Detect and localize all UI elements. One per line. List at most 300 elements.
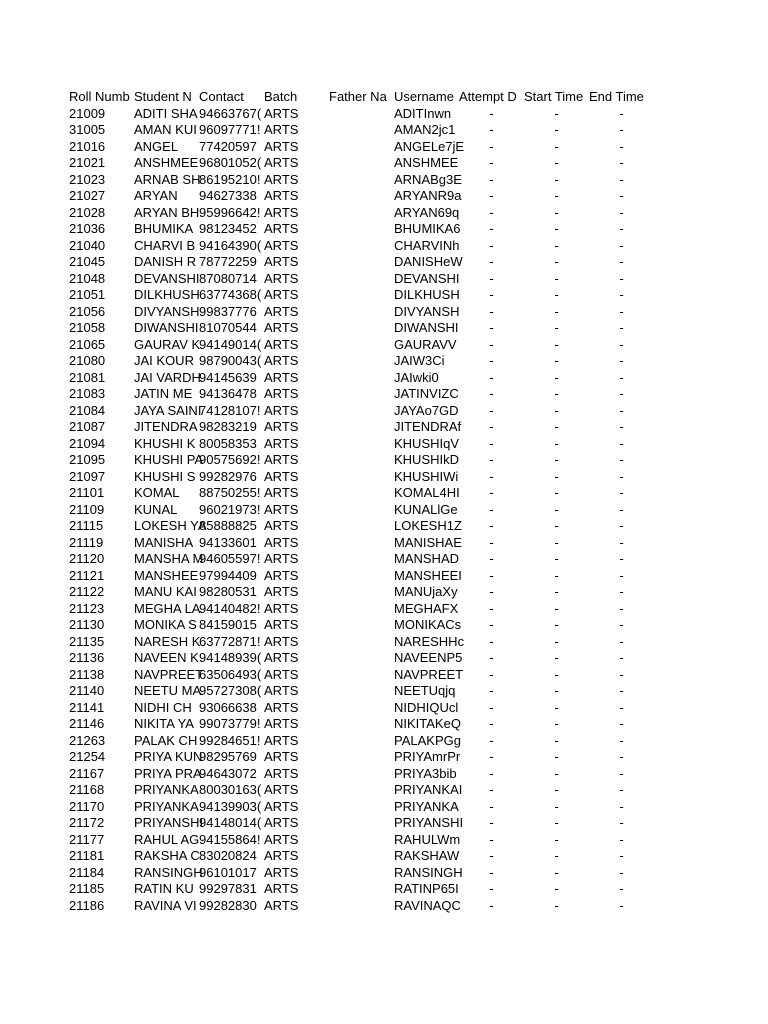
username-cell: DIVYANSH xyxy=(394,303,460,319)
username-cell: NAVEENP5 xyxy=(394,650,463,665)
roll-number-cell: 21263 xyxy=(69,732,106,748)
end-time-cell: - xyxy=(619,369,624,385)
table-row xyxy=(68,221,668,238)
table-row xyxy=(68,370,668,387)
father-name-cell xyxy=(329,518,394,535)
start-time-cell: - xyxy=(554,287,559,302)
header-contact: Contact xyxy=(199,89,244,104)
username-cell: MONIKACs xyxy=(394,617,462,632)
roll-number-cell: 31005 xyxy=(69,122,106,137)
attempt-date-cell: - xyxy=(489,633,494,649)
end-time-cell: - xyxy=(619,501,624,517)
table-row xyxy=(68,436,668,453)
batch-cell: ARTS xyxy=(264,270,299,286)
end-time-cell: - xyxy=(619,683,624,698)
roll-number-cell: 21023 xyxy=(69,171,106,187)
username-cell: PRIYANKAI xyxy=(394,782,463,797)
contact-cell: 95727308( xyxy=(199,683,262,698)
student-name-cell: KUNAL xyxy=(134,501,178,517)
batch-cell: ARTS xyxy=(264,171,299,187)
batch-cell: ARTS xyxy=(264,386,299,401)
batch-cell: ARTS xyxy=(264,303,299,319)
table-row xyxy=(68,271,668,288)
contact-cell: 99837776 xyxy=(199,303,257,319)
batch-cell: ARTS xyxy=(264,798,299,814)
start-time-cell: - xyxy=(554,765,559,781)
student-name-cell: MANSHA M xyxy=(134,551,204,566)
attempt-date-cell: - xyxy=(489,699,494,715)
father-name-cell xyxy=(329,353,394,370)
contact-cell: 99073779! xyxy=(199,716,261,731)
table-row xyxy=(68,452,668,469)
contact-cell: 85888825 xyxy=(199,518,257,533)
roll-number-cell: 21181 xyxy=(69,848,105,863)
roll-number-cell: 21081 xyxy=(69,369,106,385)
father-name-cell xyxy=(329,601,394,618)
father-name-cell xyxy=(329,700,394,717)
batch-cell: ARTS xyxy=(264,254,299,269)
student-name-cell: NIDHI CH xyxy=(134,699,192,715)
father-name-cell xyxy=(329,436,394,453)
contact-cell: 94133601 xyxy=(199,534,257,550)
roll-number-cell: 21172 xyxy=(69,815,105,830)
username-cell: ANGELe7jE xyxy=(394,138,465,154)
start-time-cell: - xyxy=(554,320,559,335)
batch-cell: ARTS xyxy=(264,765,299,781)
contact-cell: 80030163( xyxy=(199,782,262,797)
contact-cell: 78772259 xyxy=(199,254,257,269)
start-time-cell: - xyxy=(554,716,559,731)
contact-cell: 94139903( xyxy=(199,798,262,814)
start-time-cell: - xyxy=(554,419,559,434)
table-row xyxy=(68,601,668,618)
start-time-cell: - xyxy=(554,600,559,616)
roll-number-cell: 21040 xyxy=(69,237,106,253)
username-cell: PRIYANSHI xyxy=(394,815,464,830)
table-row xyxy=(68,848,668,865)
attempt-date-cell: - xyxy=(489,584,494,599)
end-time-cell: - xyxy=(619,897,624,913)
start-time-cell: - xyxy=(554,270,559,286)
end-time-cell: - xyxy=(619,188,624,203)
student-name-cell: LOKESH YA xyxy=(134,518,207,533)
batch-cell: ARTS xyxy=(264,683,299,698)
table-row xyxy=(68,172,668,189)
start-time-cell: - xyxy=(554,468,559,484)
start-time-cell: - xyxy=(554,501,559,517)
contact-cell: 74128107! xyxy=(199,402,261,418)
contact-cell: 94643072 xyxy=(199,765,257,781)
attempt-date-cell: - xyxy=(489,386,494,401)
table-row xyxy=(68,650,668,667)
username-cell: PRIYAmrPr xyxy=(394,749,461,764)
batch-cell: ARTS xyxy=(264,452,299,467)
start-time-cell: - xyxy=(554,122,559,137)
roll-number-cell: 21016 xyxy=(69,138,106,154)
username-cell: MANISHAE xyxy=(394,534,462,550)
attempt-date-cell: - xyxy=(489,369,494,385)
roll-number-cell: 21115 xyxy=(69,518,104,533)
student-name-cell: KHUSHI PA xyxy=(134,452,204,467)
username-cell: RAHULWm xyxy=(394,831,461,847)
end-time-cell: - xyxy=(619,303,624,319)
username-cell: DILKHUSH xyxy=(394,287,460,302)
table-row xyxy=(68,469,668,486)
attempt-date-cell: - xyxy=(489,419,494,434)
username-cell: JITENDRAf xyxy=(394,419,462,434)
attempt-date-cell: - xyxy=(489,237,494,253)
end-time-cell: - xyxy=(619,699,624,715)
end-time-cell: - xyxy=(619,864,624,880)
contact-cell: 94164390( xyxy=(199,237,262,253)
batch-cell: ARTS xyxy=(264,864,299,880)
batch-cell: ARTS xyxy=(264,320,299,335)
table-row xyxy=(68,766,668,783)
roll-number-cell: 21028 xyxy=(69,204,106,220)
contact-cell: 81070544 xyxy=(199,320,257,335)
batch-cell: ARTS xyxy=(264,584,299,599)
end-time-cell: - xyxy=(619,485,624,500)
start-time-cell: - xyxy=(554,897,559,913)
start-time-cell: - xyxy=(554,881,559,896)
roll-number-cell: 21119 xyxy=(69,534,104,550)
contact-cell: 80058353 xyxy=(199,435,257,451)
start-time-cell: - xyxy=(554,435,559,451)
roll-number-cell: 21036 xyxy=(69,221,106,236)
username-cell: ARNABg3E xyxy=(394,171,462,187)
roll-number-cell: 21027 xyxy=(69,188,106,203)
student-name-cell: ADITI SHA xyxy=(134,105,198,121)
end-time-cell: - xyxy=(619,353,624,368)
roll-number-cell: 21120 xyxy=(69,551,105,566)
attempt-date-cell: - xyxy=(489,848,494,863)
attempt-date-cell: - xyxy=(489,567,494,583)
roll-number-cell: 21130 xyxy=(69,617,105,632)
end-time-cell: - xyxy=(619,270,624,286)
father-name-cell xyxy=(329,766,394,783)
table-row xyxy=(68,254,668,271)
roll-number-cell: 21140 xyxy=(69,683,105,698)
batch-cell: ARTS xyxy=(264,897,299,913)
start-time-cell: - xyxy=(554,485,559,500)
batch-cell: ARTS xyxy=(264,815,299,830)
username-cell: ARYAN69q xyxy=(394,204,460,220)
student-name-cell: DILKHUSH xyxy=(134,287,200,302)
roll-number-cell: 21135 xyxy=(69,633,105,649)
contact-cell: 94136478 xyxy=(199,386,257,401)
student-name-cell: JAI VARDH xyxy=(134,369,201,385)
start-time-cell: - xyxy=(554,518,559,533)
attempt-date-cell: - xyxy=(489,320,494,335)
start-time-cell: - xyxy=(554,815,559,830)
table-row xyxy=(68,815,668,832)
roll-number-cell: 21146 xyxy=(69,716,105,731)
father-name-cell xyxy=(329,815,394,832)
table-row xyxy=(68,584,668,601)
contact-cell: 90575692! xyxy=(199,452,261,467)
start-time-cell: - xyxy=(554,584,559,599)
username-cell: MANUjaXy xyxy=(394,584,458,599)
username-cell: RANSINGH xyxy=(394,864,463,880)
table-row xyxy=(68,122,668,139)
attempt-date-cell: - xyxy=(489,270,494,286)
father-name-cell xyxy=(329,551,394,568)
attempt-date-cell: - xyxy=(489,254,494,269)
start-time-cell: - xyxy=(554,188,559,203)
end-time-cell: - xyxy=(619,155,624,170)
father-name-cell xyxy=(329,419,394,436)
username-cell: AMAN2jc1 xyxy=(394,122,456,137)
batch-cell: ARTS xyxy=(264,237,299,253)
username-cell: KOMAL4HI xyxy=(394,485,460,500)
contact-cell: 97994409 xyxy=(199,567,257,583)
table-row xyxy=(68,518,668,535)
table-row xyxy=(68,353,668,370)
end-time-cell: - xyxy=(619,765,624,781)
contact-cell: 84159015 xyxy=(199,617,257,632)
end-time-cell: - xyxy=(619,419,624,434)
attempt-date-cell: - xyxy=(489,155,494,170)
table-row xyxy=(68,700,668,717)
father-name-cell xyxy=(329,799,394,816)
attempt-date-cell: - xyxy=(489,204,494,220)
username-cell: DEVANSHI xyxy=(394,270,460,286)
table-row xyxy=(68,782,668,799)
student-name-cell: ARNAB SH xyxy=(134,171,201,187)
table-row xyxy=(68,865,668,882)
header-start-time: Start Time xyxy=(524,89,584,104)
student-name-cell: JAYA SAINI xyxy=(134,402,202,418)
student-name-cell: GAURAV K xyxy=(134,336,201,352)
father-name-cell xyxy=(329,898,394,915)
attempt-date-cell: - xyxy=(489,353,494,368)
student-name-cell: NEETU MA xyxy=(134,683,202,698)
start-time-cell: - xyxy=(554,650,559,665)
roll-number-cell: 21167 xyxy=(69,765,105,781)
end-time-cell: - xyxy=(619,435,624,451)
father-name-cell xyxy=(329,848,394,865)
end-time-cell: - xyxy=(619,237,624,253)
roll-number-cell: 21141 xyxy=(69,699,105,715)
contact-cell: 99282976 xyxy=(199,468,257,484)
end-time-cell: - xyxy=(619,468,624,484)
roll-number-cell: 21009 xyxy=(69,105,106,121)
father-name-cell xyxy=(329,832,394,849)
father-name-cell xyxy=(329,502,394,519)
end-time-cell: - xyxy=(619,732,624,748)
end-time-cell: - xyxy=(619,782,624,797)
table-row xyxy=(68,551,668,568)
student-name-cell: AMAN KUI xyxy=(134,122,197,137)
father-name-cell xyxy=(329,782,394,799)
student-name-cell: KHUSHI K xyxy=(134,435,196,451)
username-cell: BHUMIKA6 xyxy=(394,221,461,236)
batch-cell: ARTS xyxy=(264,518,299,533)
batch-cell: ARTS xyxy=(264,204,299,220)
attempt-date-cell: - xyxy=(489,122,494,137)
father-name-cell xyxy=(329,683,394,700)
header-row xyxy=(68,89,668,106)
contact-cell: 87080714 xyxy=(199,270,257,286)
username-cell: KHUSHIkD xyxy=(394,452,460,467)
table-row xyxy=(68,898,668,915)
start-time-cell: - xyxy=(554,254,559,269)
student-name-cell: CHARVI B xyxy=(134,237,196,253)
end-time-cell: - xyxy=(619,666,624,682)
username-cell: GAURAVV xyxy=(394,336,457,352)
contact-cell: 94627338 xyxy=(199,188,257,203)
start-time-cell: - xyxy=(554,749,559,764)
student-name-cell: RAHUL AG xyxy=(134,831,200,847)
username-cell: KHUSHIqV xyxy=(394,435,460,451)
roll-number-cell: 21184 xyxy=(69,864,105,880)
username-cell: MANSHEEI xyxy=(394,567,462,583)
table-row xyxy=(68,749,668,766)
username-cell: PALAKPGg xyxy=(394,732,461,748)
end-time-cell: - xyxy=(619,336,624,352)
username-cell: MANSHAD xyxy=(394,551,460,566)
batch-cell: ARTS xyxy=(264,749,299,764)
attempt-date-cell: - xyxy=(489,683,494,698)
contact-cell: 94145639 xyxy=(199,369,257,385)
student-name-cell: KOMAL xyxy=(134,485,180,500)
attempt-date-cell: - xyxy=(489,287,494,302)
student-name-cell: RAVINA VI xyxy=(134,897,197,913)
start-time-cell: - xyxy=(554,369,559,385)
attempt-date-cell: - xyxy=(489,716,494,731)
student-name-cell: ANSHMEE xyxy=(134,155,199,170)
student-name-cell: PRIYA PRA xyxy=(134,765,202,781)
username-cell: MEGHAFX xyxy=(394,600,459,616)
end-time-cell: - xyxy=(619,798,624,814)
table-row xyxy=(68,485,668,502)
contact-cell: 96101017 xyxy=(199,864,257,880)
attempt-date-cell: - xyxy=(489,518,494,533)
father-name-cell xyxy=(329,634,394,651)
start-time-cell: - xyxy=(554,171,559,187)
contact-cell: 95996642! xyxy=(199,204,261,220)
attempt-date-cell: - xyxy=(489,485,494,500)
table-row xyxy=(68,188,668,205)
batch-cell: ARTS xyxy=(264,716,299,731)
father-name-cell xyxy=(329,469,394,486)
student-name-cell: MEGHA LA xyxy=(134,600,201,616)
start-time-cell: - xyxy=(554,452,559,467)
end-time-cell: - xyxy=(619,221,624,236)
username-cell: RAVINAQC xyxy=(394,897,461,913)
end-time-cell: - xyxy=(619,122,624,137)
table-row xyxy=(68,716,668,733)
table-row xyxy=(68,667,668,684)
attempt-date-cell: - xyxy=(489,551,494,566)
start-time-cell: - xyxy=(554,336,559,352)
father-name-cell xyxy=(329,650,394,667)
father-name-cell xyxy=(329,733,394,750)
student-name-cell: NARESH K xyxy=(134,633,201,649)
table-row xyxy=(68,139,668,156)
roll-number-cell: 21136 xyxy=(69,650,105,665)
start-time-cell: - xyxy=(554,353,559,368)
father-name-cell xyxy=(329,337,394,354)
contact-cell: 96021973! xyxy=(199,501,261,517)
table-row xyxy=(68,617,668,634)
father-name-cell xyxy=(329,865,394,882)
end-time-cell: - xyxy=(619,617,624,632)
header-roll-number: Roll Numb xyxy=(69,89,130,104)
father-name-cell xyxy=(329,287,394,304)
contact-cell: 86195210! xyxy=(199,171,261,187)
table-row xyxy=(68,634,668,651)
batch-cell: ARTS xyxy=(264,105,299,121)
roll-number-cell: 21048 xyxy=(69,270,106,286)
batch-cell: ARTS xyxy=(264,567,299,583)
start-time-cell: - xyxy=(554,666,559,682)
username-cell: NIDHIQUcl xyxy=(394,699,459,715)
batch-cell: ARTS xyxy=(264,336,299,352)
contact-cell: 99282830 xyxy=(199,897,257,913)
father-name-cell xyxy=(329,568,394,585)
student-name-cell: KHUSHI S xyxy=(134,468,196,484)
attempt-date-cell: - xyxy=(489,765,494,781)
contact-cell: 98283219 xyxy=(199,419,257,434)
attempt-date-cell: - xyxy=(489,831,494,847)
end-time-cell: - xyxy=(619,633,624,649)
contact-cell: 94140482! xyxy=(199,600,261,616)
father-name-cell xyxy=(329,386,394,403)
end-time-cell: - xyxy=(619,534,624,550)
father-name-cell xyxy=(329,617,394,634)
father-name-cell xyxy=(329,238,394,255)
username-cell: PRIYANKA xyxy=(394,798,459,814)
end-time-cell: - xyxy=(619,650,624,665)
start-time-cell: - xyxy=(554,617,559,632)
table-row xyxy=(68,337,668,354)
start-time-cell: - xyxy=(554,798,559,814)
end-time-cell: - xyxy=(619,204,624,220)
username-cell: CHARVINh xyxy=(394,237,460,253)
father-name-cell xyxy=(329,271,394,288)
username-cell: ADITInwn xyxy=(394,105,452,121)
end-time-cell: - xyxy=(619,452,624,467)
attempt-date-cell: - xyxy=(489,864,494,880)
end-time-cell: - xyxy=(619,518,624,533)
table-row xyxy=(68,205,668,222)
batch-cell: ARTS xyxy=(264,782,299,797)
contact-cell: 88750255! xyxy=(199,485,261,500)
batch-cell: ARTS xyxy=(264,485,299,500)
father-name-cell xyxy=(329,221,394,238)
batch-cell: ARTS xyxy=(264,732,299,748)
student-name-cell: RATIN KU xyxy=(134,881,194,896)
attempt-date-cell: - xyxy=(489,815,494,830)
father-name-cell xyxy=(329,749,394,766)
attempt-date-cell: - xyxy=(489,468,494,484)
contact-cell: 96801052( xyxy=(199,155,262,170)
username-cell: KHUSHIWi xyxy=(394,468,459,484)
student-name-cell: ANGEL xyxy=(134,138,179,154)
roll-number-cell: 21122 xyxy=(69,584,105,599)
end-time-cell: - xyxy=(619,320,624,335)
batch-cell: ARTS xyxy=(264,551,299,566)
username-cell: NAVPREET xyxy=(394,666,464,682)
attempt-date-cell: - xyxy=(489,336,494,352)
roll-number-cell: 21109 xyxy=(69,501,105,517)
roll-number-cell: 21185 xyxy=(69,881,105,896)
attempt-date-cell: - xyxy=(489,188,494,203)
batch-cell: ARTS xyxy=(264,617,299,632)
username-cell: RAKSHAW xyxy=(394,848,460,863)
student-name-cell: PRIYANKA xyxy=(134,782,199,797)
